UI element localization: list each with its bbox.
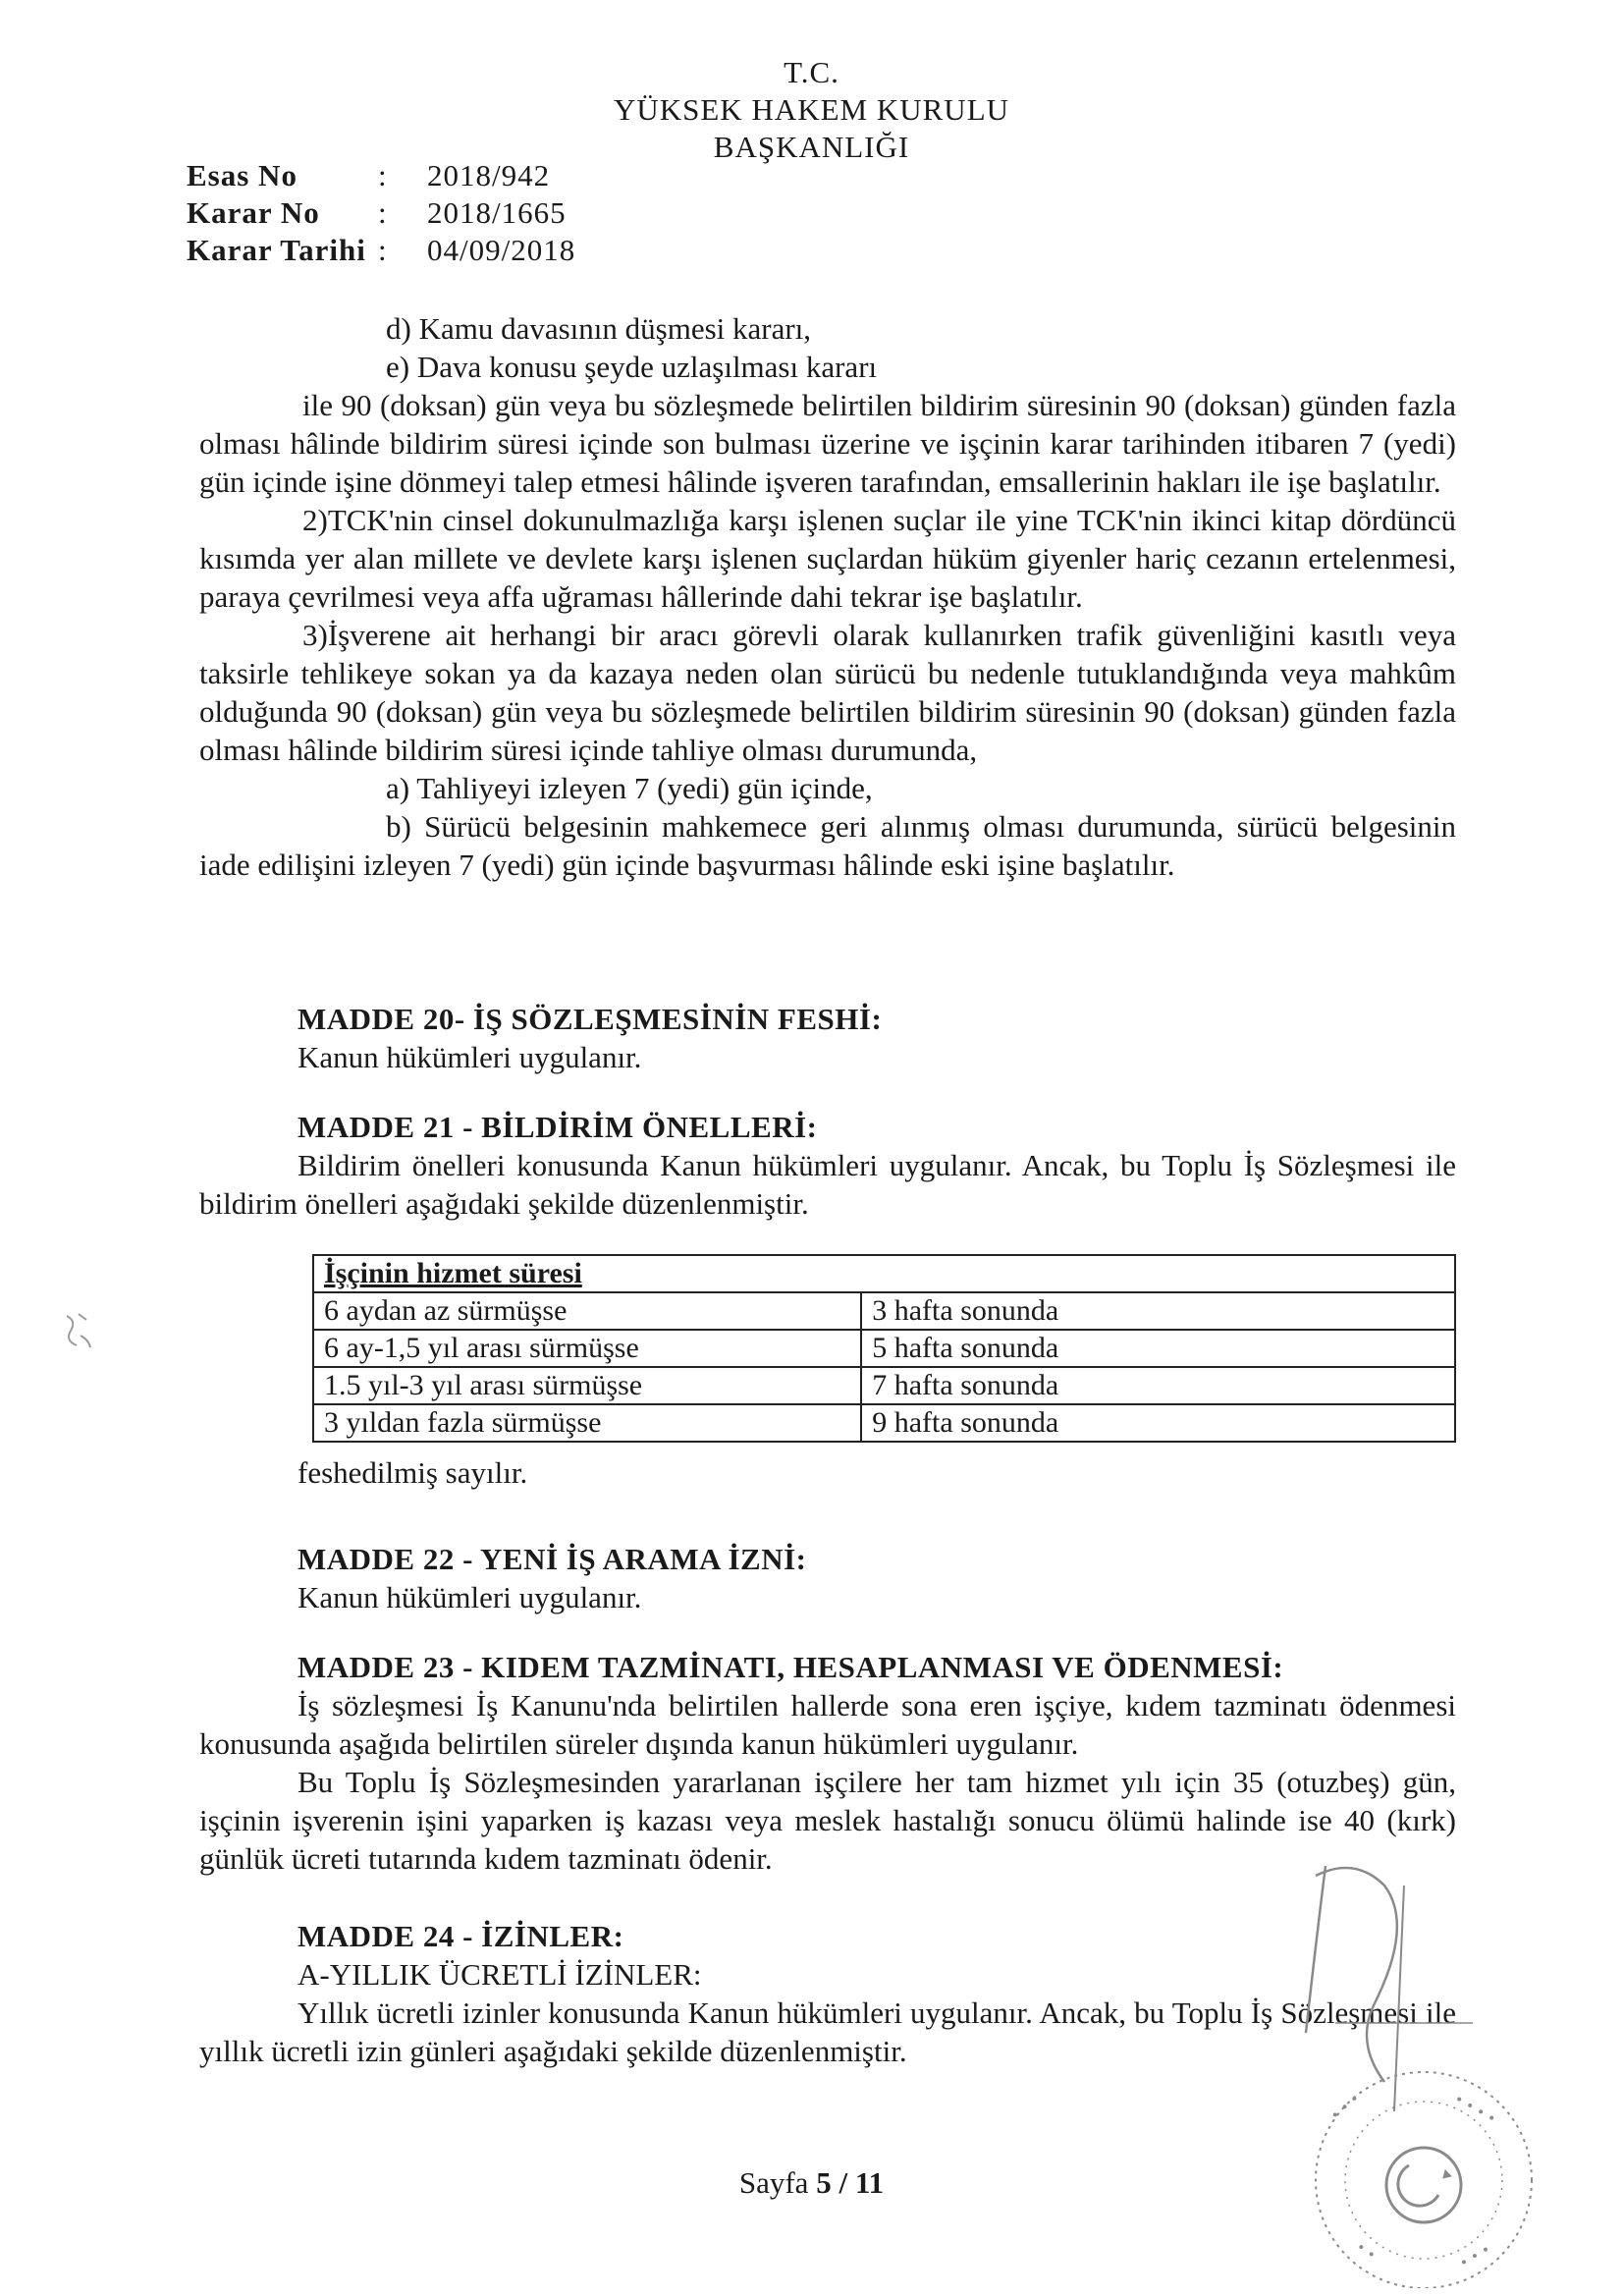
meta-value: 2018/1665 [427,195,567,230]
article-24-title: MADDE 24 - İZİNLER: [298,1919,624,1953]
meta-label: Esas No [187,158,298,192]
meta-label: Karar Tarihi [187,233,366,267]
article-24-subtitle: A-YILLIK ÜCRETLİ İZİNLER: [298,1957,702,1992]
article-23-p2: Bu Toplu İş Sözleşmesinden yararlanan işçilere her tam hizmet yılı için 35 (otuzbeş) gün, işçinin işverenin işini yaparken iş kazası veya meslek hastalığı sonucu ölümü halinde ise 40 (kırk) günlük ücreti tutarında kıdem tazminatı ödenir. [199,1765,1456,1876]
table-row [313,1292,1455,1330]
scan-artifact-icon [59,1306,98,1355]
article-22-title: MADDE 22 - YENİ İŞ ARAMA İZNİ: [298,1542,807,1576]
meta-label: Karar No [187,195,320,230]
meta-row-tarih [187,232,575,269]
paragraph-1: ile 90 (doksan) gün veya bu sözleşmede belirtilen bildirim süresinin 90 (doksan) günden fazla olması hâlinde bildirim süresi içinde son bulması üzerine ve işçinin karar tarihinden itibaren 7 (yedi) gün içinde işine dönmeyi talep etmesi hâlinde işveren tarafından, emsallerinin hakları ile işe başlatılır. [199,388,1456,499]
official-seal-stamp [1217,1856,1561,2288]
table-cell-duration: 3 yıldan fazla sürmüşse [313,1404,861,1442]
table-cell-duration: 1.5 yıl-3 yıl arası sürmüşse [313,1367,861,1404]
svg-text:• • •: • • • [1327,2091,1364,2125]
header-line-1: T.C. [784,55,839,89]
svg-text:• • • •: • • • • [1451,2091,1499,2128]
article-20-text: Kanun hükümleri uygulanır. [298,1040,642,1074]
item-a: a) Tahliyeyi izleyen 7 (yedi) gün içinde, [386,771,873,805]
article-21-after [199,1453,1456,1492]
meta-value: 04/09/2018 [427,233,576,267]
page-total: 11 [854,2165,885,2200]
table-row [313,1404,1455,1442]
article-24-text: Yıllık ücretli izinler konusunda Kanun hükümleri uygulanır. Ancak, bu Toplu İş Sözleşmesi ile yıllık ücretli izin günleri aşağıdaki şekilde düzenlenmiştir. [199,1995,1456,2068]
article-22-text: Kanun hükümleri uygulanır. [298,1580,642,1614]
article-20 [199,1000,1456,1076]
intro-section [199,309,1456,884]
paragraph-2: 2)TCK'nin cinsel dokunulmazlığa karşı işlenen suçlar ile yine TCK'nin ikinci kitap dördüncü kısımda yer alan millete ve devlete karşı işlenen suçlardan hüküm giyenler hariç cezanın ertelenmesi, paraya çevrilmesi veya affa uğraması hâllerinde dahi tekrar işe başlatılır. [199,503,1456,614]
table-cell-notice: 3 hafta sonunda [861,1292,1455,1330]
page-separator: / [839,2165,848,2200]
article-21-after-text: feshedilmiş sayılır. [298,1455,528,1490]
page-label: Sayfa [738,2165,809,2200]
article-23-p1: İş sözleşmesi İş Kanunu'nda belirtilen hallerde sona eren işçiye, kıdem tazminatı ödenmesi konusunda aşağıda belirtilen süreler dışında kanun hükümleri uygulanır. [199,1688,1456,1761]
table-cell-notice: 7 hafta sonunda [861,1367,1455,1404]
table-header-row [313,1255,1455,1292]
page-current: 5 [816,2165,832,2200]
svg-text:• • •: • • • [1457,2241,1494,2272]
table-cell-duration: 6 aydan az sürmüşse [313,1292,861,1330]
meta-colon: : [378,158,387,192]
case-metadata [187,157,575,269]
paragraph-3: 3)İşverene ait herhangi bir aracı görevli olarak kullanırken trafik güvenliğini kasıtlı veya taksirle tehlikeye sokan ya da kazaya neden olan sürücü bu nedenle tutuklandığında veya mahkûm olduğunda 90 (doksan) gün veya bu sözleşmede belirtilen bildirim süresinin 90 (doksan) günden fazla olması hâlinde bildirim süresi içinde tahliye olması durumunda, [199,618,1456,767]
header-line-3: BAŞKANLIĞI [713,130,910,164]
notice-period-table [312,1254,1456,1443]
table-row [313,1367,1455,1404]
meta-colon: : [378,233,387,267]
article-21-text: Bildirim önelleri konusunda Kanun hükümleri uygulanır. Ancak, bu Toplu İş Sözleşmesi ile bildirim önelleri aşağıdaki şekilde düzenlenmiştir. [199,1148,1456,1221]
table-cell-notice: 9 hafta sonunda [861,1404,1455,1442]
table-cell-notice: 5 hafta sonunda [861,1330,1455,1367]
meta-row-karar [187,194,575,232]
table-row [313,1330,1455,1367]
item-e: e) Dava konusu şeyde uzlaşılması kararı [386,350,878,384]
svg-text:• •: • • [1352,2239,1380,2265]
article-22 [199,1540,1456,1616]
table-cell-duration: 6 ay-1,5 yıl arası sürmüşse [313,1330,861,1367]
meta-value: 2018/942 [427,158,551,192]
header-line-2: YÜKSEK HAKEM KURULU [613,92,1010,127]
meta-row-esas [187,157,575,194]
article-20-title: MADDE 20- İŞ SÖZLEŞMESİNİN FESHİ: [298,1002,883,1036]
table-header: İşçinin hizmet süresi [313,1255,1455,1292]
item-b: b) Sürücü belgesinin mahkemece geri alınmış olması durumunda, sürücü belgesinin iade edilişini izleyen 7 (yedi) gün içinde başvurması hâlinde eski işine başlatılır. [199,809,1456,882]
article-23-title: MADDE 23 - KIDEM TAZMİNATI, HESAPLANMASI VE ÖDENMESİ: [298,1650,1284,1684]
meta-colon: : [378,195,387,230]
article-23 [199,1648,1456,1878]
item-d: d) Kamu davasının düşmesi kararı, [386,311,812,346]
article-21 [199,1108,1456,1223]
article-21-title: MADDE 21 - BİLDİRİM ÖNELLERİ: [298,1110,818,1144]
